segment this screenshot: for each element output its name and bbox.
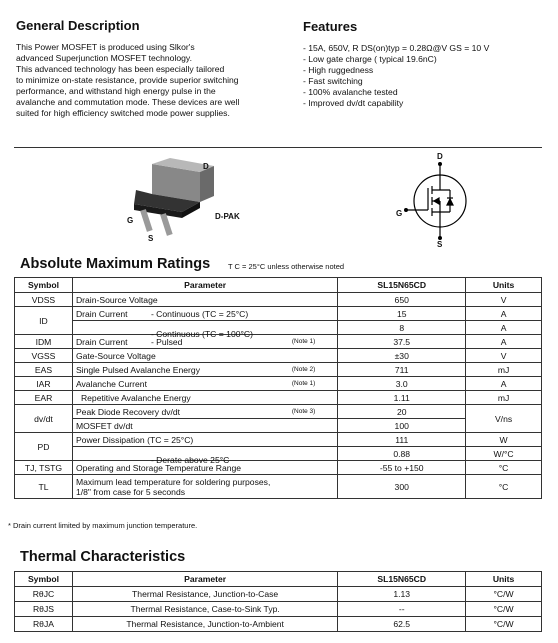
- abs-max-title: Absolute Maximum Ratings: [20, 256, 211, 272]
- feature-item: - High ruggedness: [303, 65, 374, 75]
- thermal-table: [14, 571, 542, 632]
- table-header-row: Symbol Parameter SL15N65CD Units: [15, 572, 542, 587]
- table-row: VDSS Drain-Source Voltage 650 V: [15, 293, 542, 307]
- table-row: EAR Repetitive Avalanche Energy 1.11 mJ: [15, 391, 542, 405]
- package-name: D-PAK: [215, 212, 240, 221]
- feature-item: - Low gate charge ( typical 19.6nC): [303, 54, 437, 64]
- feature-item: - Fast switching: [303, 76, 363, 86]
- table-row: - Continuous (TC = 100°C) 8 A: [15, 321, 542, 335]
- table-row: IAR Avalanche Current (Note 1) 3.0 A: [15, 377, 542, 391]
- pin-d-label: D: [203, 162, 209, 171]
- table-row: TJ, TSTG Operating and Storage Temperature Range -55 to +150 °C: [15, 461, 542, 475]
- footnote: * Drain current limited by maximum junction temperature.: [8, 521, 198, 530]
- thermal-title: Thermal Characteristics: [20, 549, 186, 565]
- schematic-drain-label: D: [437, 152, 443, 161]
- table-row: VGSS Gate-Source Voltage ±30 V: [15, 349, 542, 363]
- general-description-text: This Power MOSFET is produced using Slkor's advanced Superjunction MOSFET technology. This advanced technology has been especially tailored to minimize on-state resistance, provide superior switching performance, and withstand high energy pulse in the avalanche and commutation mode. These devices are well suited for high efficiency switched mode power supplies.: [16, 42, 240, 118]
- table-row: PD Power Dissipation (TC = 25°C) 111 W: [15, 433, 542, 447]
- abs-max-condition: T C = 25°C unless otherwise noted: [228, 262, 345, 271]
- feature-item: - Improved dv/dt capability: [303, 98, 404, 108]
- pin-s-label: S: [148, 234, 154, 243]
- schematic-source-label: S: [437, 240, 443, 249]
- features-list: [303, 43, 543, 109]
- mosfet-symbol: [392, 156, 482, 246]
- table-row: - Derate above 25°C 0.88 W/°C: [15, 447, 542, 461]
- table-row: ID Drain Current - Continuous (TC = 25°C) 15 A: [15, 307, 542, 321]
- feature-item: - 15A, 650V, R DS(on)typ = 0.28Ω@V GS = 10 V: [303, 43, 490, 53]
- table-row: TL Maximum lead temperature for soldering purposes, 1/8" from case for 5 seconds 300 °C: [15, 475, 542, 499]
- features-title: Features: [303, 19, 358, 34]
- pin-g-label: G: [127, 216, 134, 225]
- table-row: MOSFET dv/dt 100: [15, 419, 542, 433]
- schematic-gate-label: G: [396, 209, 403, 218]
- dpak-package-image: [118, 150, 228, 245]
- table-row: EAS Single Pulsed Avalanche Energy (Note 2) 711 mJ: [15, 363, 542, 377]
- table-row: IDM Drain Current - Pulsed (Note 1) 37.5 A: [15, 335, 542, 349]
- abs-max-table: [14, 277, 542, 499]
- table-row: dv/dt Peak Diode Recovery dv/dt (Note 3) 20 V/ns: [15, 405, 542, 419]
- table-row: RθJS Thermal Resistance, Case-to-Sink Typ. -- °C/W: [15, 602, 542, 617]
- section-divider: [14, 147, 542, 148]
- feature-item: - 100% avalanche tested: [303, 87, 398, 97]
- table-row: RθJA Thermal Resistance, Junction-to-Ambient 62.5 °C/W: [15, 617, 542, 632]
- table-row: RθJC Thermal Resistance, Junction-to-Case 1.13 °C/W: [15, 587, 542, 602]
- general-description-title: General Description: [16, 18, 140, 33]
- table-header-row: Symbol Parameter SL15N65CD Units: [15, 278, 542, 293]
